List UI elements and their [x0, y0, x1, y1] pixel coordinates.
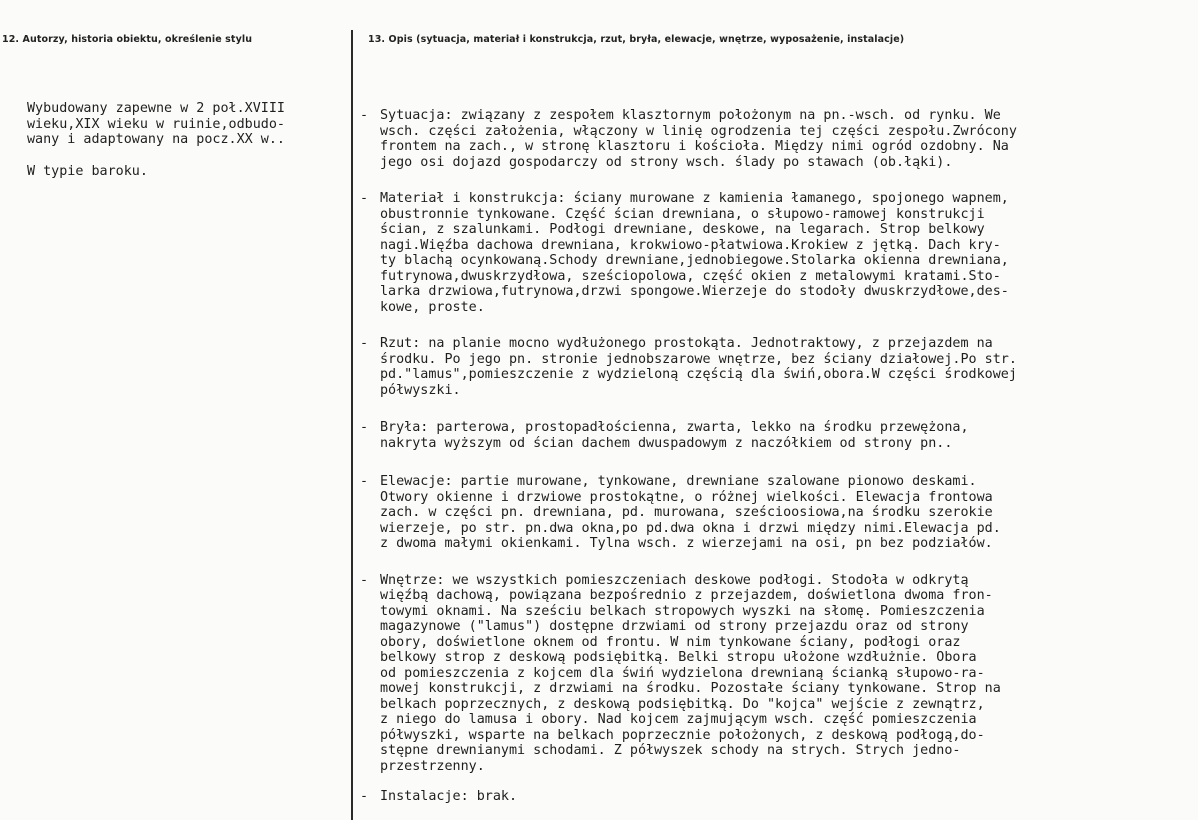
bullet-dash: - — [360, 420, 369, 435]
mass-section — [360, 420, 1192, 451]
history-paragraph: Wybudowany zapewne w 2 poł.XVIII wieku,XIX wieku w ruinie,odbudo- wany i adaptowany na pocz.XX w.. — [27, 101, 285, 147]
plan-text: Rzut: na planie mocno wydłużonego prostokąta. Jednotraktowy, z przejazdem na środku. Po jego pn. stronie jednobszarowe wnętrze, bez ściany działowej.Po str. pd."lamus",pomieszczenie z wydzieloną częścią dla świń,obora.W części środkowej półwyszki. — [380, 336, 1017, 398]
elevations-section — [360, 474, 1192, 552]
mass-text: Bryła: parterowa, prostopadłościenna, zwarta, lekko na środku przewężona, nakryta wyższym od ścian dachem dwuspadowym z naczółkiem od strony pn.. — [380, 420, 969, 451]
situation-section — [360, 108, 1192, 170]
bullet-dash: - — [360, 108, 369, 123]
plan-section — [360, 336, 1192, 398]
bullet-dash: - — [360, 572, 369, 588]
installations-text: Instalacje: brak. — [380, 789, 518, 804]
style-paragraph: W typie baroku. — [27, 163, 148, 179]
bullet-dash: - — [360, 336, 369, 351]
bullet-dash: - — [360, 474, 369, 489]
situation-text: Sytuacja: związany z zespołem klasztornym położonym na pn.-wsch. od rynku. We wsch. części założenia, włączony w linię ogrodzenia tej części zespołu.Zwrócony frontem na zach., w stronę klasztoru i kościoła. Między nimi ogród ozdobny. Na jego osi dojazd gospodarczy od strony wsch. ślady po stawach (ob.łąki). — [380, 108, 1017, 170]
elevations-text: Elewacje: partie murowane, tynkowane, drewniane szalowane pionowo deskami. Otwory okienne i drzwiowe prostokątne, o różnej wielkości. Elewacja frontowa zach. w części pn. drewniana, pd. murowana, sześcioosiowa,na środku szerokie wierzeje, po str. pn.dwa okna,po pd.dwa okna i drzwi między nimi.Elewacja pd. z dwoma małymi okienkami. Tylna wsch. z wierzejami na osi, pn bez podziałów. — [380, 474, 1001, 551]
installations-section — [360, 789, 1192, 805]
column-divider — [351, 30, 353, 820]
history-column — [27, 101, 345, 195]
bullet-dash: - — [360, 789, 369, 804]
material-text: Materiał i konstrukcja: ściany murowane z kamienia łamanego, spojonego wapnem, obustronnie tynkowane. Część ścian drewniana, o słupowo-ramowej konstrukcji ścian, z szalunkami. Podłogi drewniane, deskowe, na legarach. Strop belkowy nagi.Więźba dachowa drewniana, krokwiowo-płatwiowa.Krokiew z jętką. Dach kry- ty blachą ocynkowaną.Schody drewniane,jednobiegowe.Stolarka okienna drewniana, futrynowa,dwuskrzydłowa, sześciopolowa, część okien z metalowymi kratami.Sto- larka drzwiowa,futrynowa,drzwi spongowe.Wierzeje do stodoły dwuskrzydłowe,des- kowe, proste. — [380, 191, 1009, 315]
field-12-header: 12. Autorzy, historia obiektu, określenie stylu — [2, 34, 253, 45]
description-column — [360, 108, 1192, 805]
bullet-dash: - — [360, 191, 369, 206]
interior-section — [360, 573, 1192, 775]
material-section — [360, 191, 1192, 315]
field-13-header: 13. Opis (sytuacja, materiał i konstrukcja, rzut, bryła, elewacje, wnętrze, wyposażenie, instalacje) — [368, 34, 905, 45]
interior-text: Wnętrze: we wszystkich pomieszczeniach deskowe podłogi. Stodoła w odkrytą więźbą dachową, powiązana bezpośrednio z przejazdem, doświetlona dwoma fron- towymi oknami. Na sześciu belkach stropowych wyszki na słomę. Pomieszczenia magazynowe ("lamus") dostępne drzwiami od strony przejazdu oraz od strony obory, doświetlone oknem od frontu. W nim tynkowane ściany, podłogi oraz belkowy strop z deskową podsiębitką. Belki stropu ułożone wzdłużnie. Obora od pomieszczenia z kojcem dla świń wydzielona drewnianą ścianką słupowo-ra- mowej konstrukcji, z drzwiami na środku. Pozostałe ściany tynkowane. Strop na belkach poprzecznych, z deskową podsiębitką. Do "kojca" wejście z zewnątrz, z niego do lamusa i obory. Nad kojcem zajmującym wsch. część pomieszczenia półwyszki, wsparte na belkach poprzecznie położonych, z deskową podłogą,do- stępne drewnianymi schodami. Z półwyszek schody na strych. Strych jedno- przestrzenny. — [380, 572, 1001, 774]
